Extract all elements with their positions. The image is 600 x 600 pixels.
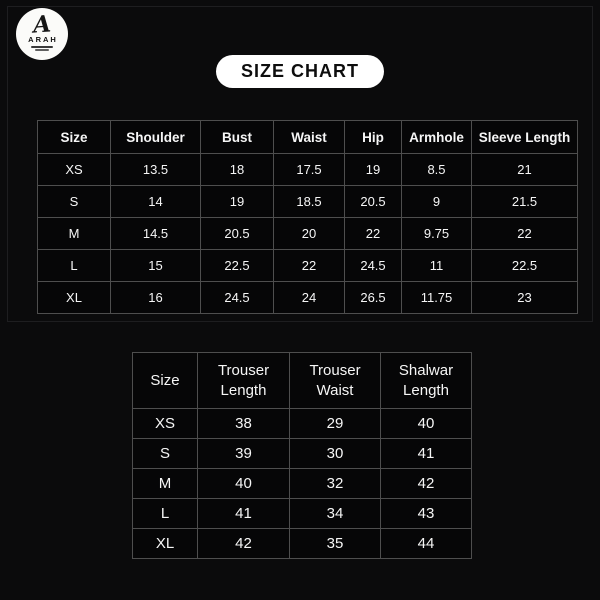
measurement-cell: 38 [198,409,290,439]
measurement-cell: 9 [402,186,472,218]
brand-monogram-icon: A [32,10,52,39]
measurement-cell: 22 [274,250,345,282]
measurement-cell: 23 [472,282,578,314]
column-header: Armhole [402,121,472,154]
measurement-cell: 14.5 [111,218,201,250]
column-header: Bust [201,121,274,154]
measurement-cell: 17.5 [274,154,345,186]
measurement-cell: 22.5 [201,250,274,282]
measurement-cell: 35 [290,529,381,559]
measurement-cell: 41 [198,499,290,529]
measurement-cell: 22 [345,218,402,250]
measurement-cell: 43 [381,499,472,529]
column-header: Waist [274,121,345,154]
measurement-cell: 26.5 [345,282,402,314]
size-label-cell: M [133,469,198,499]
measurement-cell: 30 [290,439,381,469]
column-header: Shalwar Length [381,353,472,409]
table-row [38,250,578,282]
garment-size-table [37,120,578,314]
measurement-cell: 21.5 [472,186,578,218]
size-label-cell: M [38,218,111,250]
column-header: Trouser Waist [290,353,381,409]
table-row [133,409,472,439]
measurement-cell: 40 [381,409,472,439]
header-row [133,353,472,409]
size-label-cell: S [38,186,111,218]
measurement-cell: 13.5 [111,154,201,186]
measurement-cell: 8.5 [402,154,472,186]
measurement-cell: 24.5 [201,282,274,314]
measurement-cell: 44 [381,529,472,559]
measurement-cell: 9.75 [402,218,472,250]
measurement-cell: 16 [111,282,201,314]
measurement-cell: 24.5 [345,250,402,282]
brand-logo [16,8,68,60]
measurement-cell: 42 [198,529,290,559]
measurement-cell: 39 [198,439,290,469]
logo-tagline-line [31,46,53,48]
table-row [133,499,472,529]
column-header: Trouser Length [198,353,290,409]
table-row [133,439,472,469]
measurement-cell: 20 [274,218,345,250]
measurement-cell: 14 [111,186,201,218]
size-label-cell: L [38,250,111,282]
column-header: Size [38,121,111,154]
measurement-cell: 32 [290,469,381,499]
table-row [38,218,578,250]
column-header: Sleeve Length [472,121,578,154]
measurement-cell: 34 [290,499,381,529]
measurement-cell: 29 [290,409,381,439]
column-header: Shoulder [111,121,201,154]
table-row [133,469,472,499]
brand-name: ARAH [28,35,58,44]
table-row [133,529,472,559]
size-label-cell: XS [38,154,111,186]
page-title [216,55,384,88]
measurement-cell: 18 [201,154,274,186]
measurement-cell: 24 [274,282,345,314]
measurement-cell: 18.5 [274,186,345,218]
measurement-cell: 42 [381,469,472,499]
measurement-cell: 19 [201,186,274,218]
table-row [38,282,578,314]
measurement-cell: 15 [111,250,201,282]
trouser-size-table [132,352,472,559]
size-label-cell: XL [38,282,111,314]
column-header: Size [133,353,198,409]
measurement-cell: 22 [472,218,578,250]
size-label-cell: L [133,499,198,529]
table-row [38,154,578,186]
measurement-cell: 40 [198,469,290,499]
logo-tagline-line [35,49,49,51]
measurement-cell: 19 [345,154,402,186]
column-header: Hip [345,121,402,154]
page-title-text: SIZE CHART [241,61,359,81]
measurement-cell: 41 [381,439,472,469]
size-label-cell: XS [133,409,198,439]
measurement-cell: 21 [472,154,578,186]
size-label-cell: XL [133,529,198,559]
measurement-cell: 20.5 [201,218,274,250]
header-row [38,121,578,154]
measurement-cell: 22.5 [472,250,578,282]
measurement-cell: 11.75 [402,282,472,314]
table-row [38,186,578,218]
measurement-cell: 20.5 [345,186,402,218]
size-label-cell: S [133,439,198,469]
measurement-cell: 11 [402,250,472,282]
